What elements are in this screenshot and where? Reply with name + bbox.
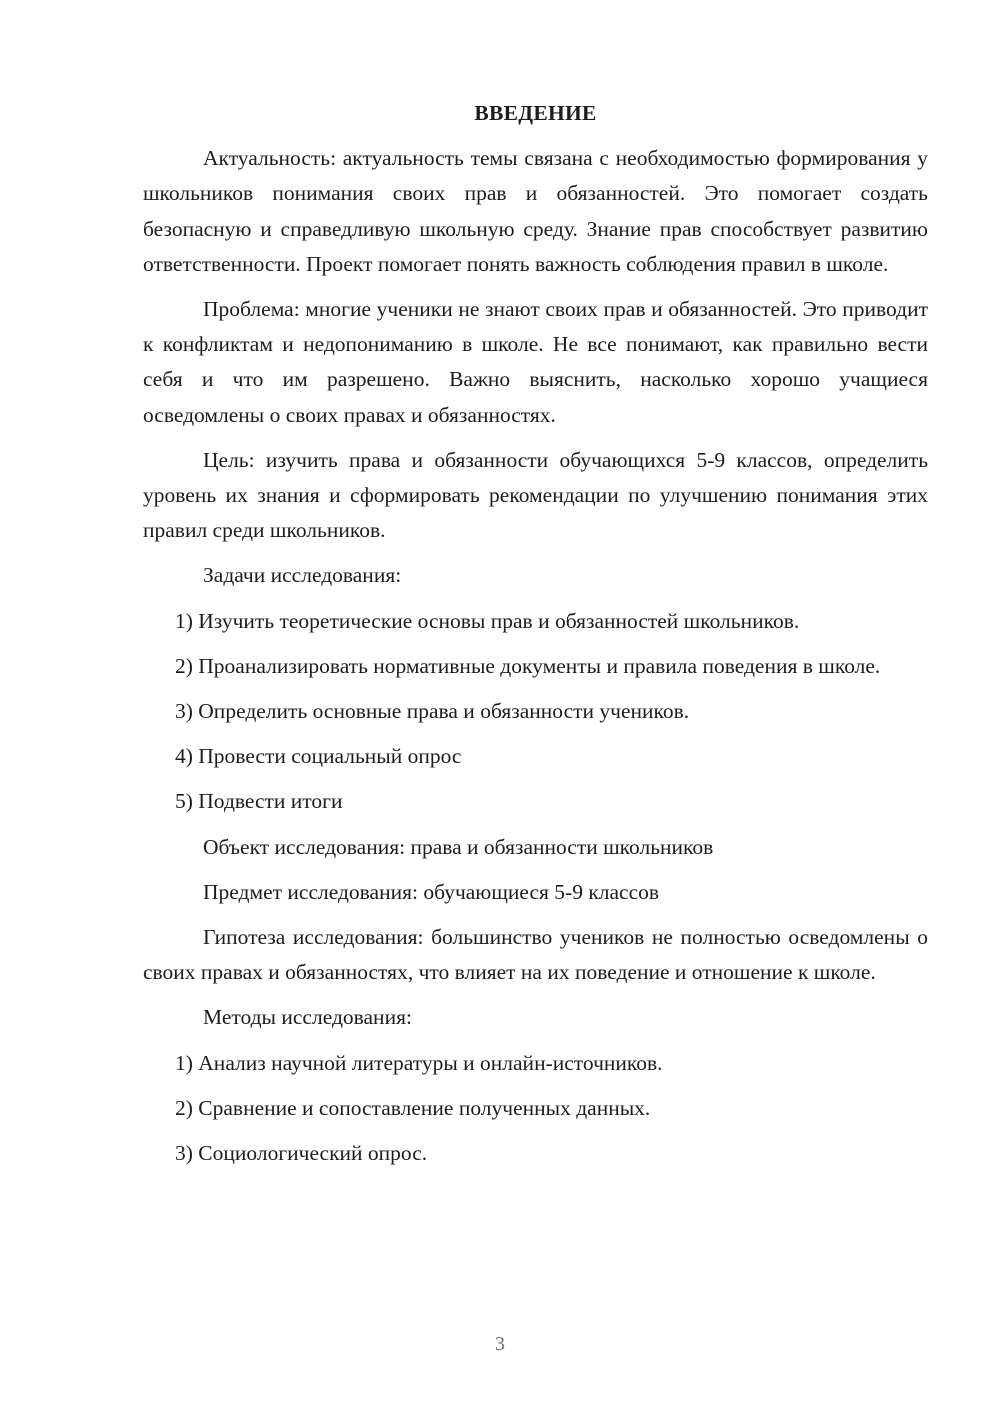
subject-of-study: Предмет исследования: обучающиеся 5-9 классов <box>203 879 660 904</box>
task-item: 5) Подвести итоги <box>175 789 343 814</box>
task-item: 1) Изучить теоретические основы прав и обязанностей школьников. <box>175 608 800 633</box>
task-item: 4) Провести социальный опрос <box>175 744 462 769</box>
task-item: 3) Определить основные права и обязанности учеников. <box>175 699 690 724</box>
document-page <box>143 96 928 1181</box>
object-of-study: Объект исследования: права и обязанности школьников <box>203 834 714 859</box>
problem-paragraph: Проблема: многие ученики не знают своих прав и обязанностей. Это приводит к конфликтам и недопониманию в школе. Не все понимают, как правильно вести себя и что им разрешено. Важно выяснить, насколько хорошо учащиеся осведомлены о своих правах и обязанностях. <box>143 297 928 427</box>
relevance-paragraph: Актуальность: актуальность темы связана с необходимостью формирования у школьников понимания своих прав и обязанностей. Это помогает создать безопасную и справедливую школьную среду. Знание прав способствует развитию ответственности. Проект помогает понять важность соблюдения правил в школе. <box>143 146 928 276</box>
goal-paragraph: Цель: изучить права и обязанности обучающихся 5-9 классов, определить уровень их знания и сформировать рекомендации по улучшению понимания этих правил среди школьников. <box>143 447 928 543</box>
hypothesis-paragraph: Гипотеза исследования: большинство учеников не полностью осведомлены о своих правах и обязанностях, что влияет на их поведение и отношение к школе. <box>143 925 928 985</box>
page-title: ВВЕДЕНИЕ <box>474 101 597 125</box>
method-item: 1) Анализ научной литературы и онлайн-источников. <box>175 1050 663 1075</box>
tasks-heading: Задачи исследования: <box>203 563 402 588</box>
page-number: 3 <box>495 1333 505 1355</box>
method-item: 3) Социологический опрос. <box>175 1141 428 1166</box>
task-item: 2) Проанализировать нормативные документы и правила поведения в школе. <box>175 653 881 678</box>
method-item: 2) Сравнение и сопоставление полученных данных. <box>175 1095 651 1120</box>
methods-heading: Методы исследования: <box>203 1005 412 1030</box>
